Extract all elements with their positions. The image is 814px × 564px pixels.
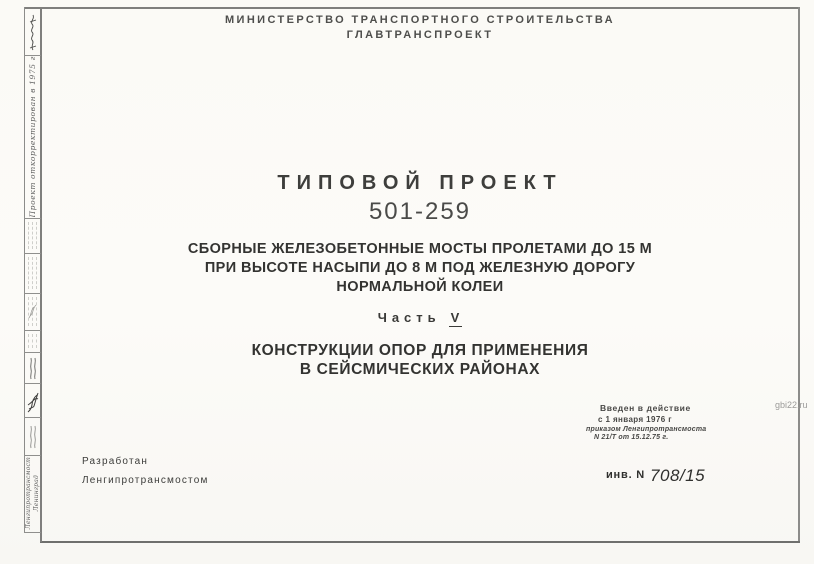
margin-city-text: Ленинград (33, 475, 40, 512)
strip-divider (24, 532, 41, 533)
inventory-number: 708/15 (650, 466, 706, 485)
page-border-right (798, 7, 800, 543)
ministry-name: МИНИСТЕРСТВО ТРАНСПОРТНОГО СТРОИТЕЛЬСТВА (224, 14, 616, 26)
part-heading (42, 310, 798, 325)
margin-signature-box (25, 384, 40, 416)
handwritten-mark (26, 10, 39, 52)
signature-mark (26, 385, 40, 415)
developer-name: Ленгипротрансмостом (82, 475, 209, 486)
page-border-bottom (40, 541, 800, 543)
margin-organization-text: Ленгипротрансмост (25, 457, 32, 530)
approval-stamp (586, 403, 746, 441)
approval-line: N 21/Т от 15.12.75 г. (594, 434, 669, 441)
section-line: В СЕЙСМИЧЕСКИХ РАЙОНАХ (299, 361, 541, 378)
subtitle-line: СБОРНЫЕ ЖЕЛЕЗОБЕТОННЫЕ МОСТЫ ПРОЛЕТАМИ ДО 15 М (187, 241, 653, 257)
margin-empty-box (25, 294, 40, 329)
developer-block (82, 456, 209, 486)
margin-cipher-box (25, 8, 40, 54)
margin-empty-box (25, 331, 40, 351)
project-number: 501-259 (368, 198, 472, 225)
margin-empty-box (25, 254, 40, 292)
inventory-number-block (606, 466, 705, 486)
margin-organization-box (25, 456, 40, 531)
margin-note-box (25, 56, 40, 217)
handwritten-mark (27, 302, 38, 320)
subtitle-line: НОРМАЛЬНОЙ КОЛЕИ (336, 279, 504, 295)
margin-note-text: Проект откорректирован в 1975 г (28, 56, 37, 217)
margin-empty-box (25, 219, 40, 252)
subtitle-line: ПРИ ВЫСОТЕ НАСЫПИ ДО 8 М ПОД ЖЕЛЕЗНУЮ ДОРОГУ (204, 260, 636, 276)
developer-label: Разработан (82, 456, 149, 467)
page-border-top (24, 7, 800, 9)
ministry-header (42, 14, 798, 41)
margin-small-note-box (25, 353, 40, 382)
part-label: Часть (377, 310, 441, 325)
inventory-label: инв. N (606, 469, 646, 481)
section-title (42, 341, 798, 379)
section-line: КОНСТРУКЦИИ ОПОР ДЛЯ ПРИМЕНЕНИЯ (251, 342, 589, 359)
part-number: V (450, 310, 461, 325)
handwritten-mark (27, 421, 39, 451)
project-subtitle (42, 240, 798, 297)
approval-line: приказом Ленгипротрансмоста (586, 426, 707, 433)
approval-line: Введен в действие (600, 403, 691, 413)
site-watermark: gbi22.ru (775, 400, 808, 410)
project-kind: ТИПОВОЙ ПРОЕКТ (277, 172, 563, 194)
glavk-name: ГЛАВТРАНСПРОЕКТ (346, 29, 494, 41)
handwritten-mark (27, 355, 39, 381)
approval-line: с 1 января 1976 г (598, 415, 672, 424)
margin-small-note-box (25, 418, 40, 454)
